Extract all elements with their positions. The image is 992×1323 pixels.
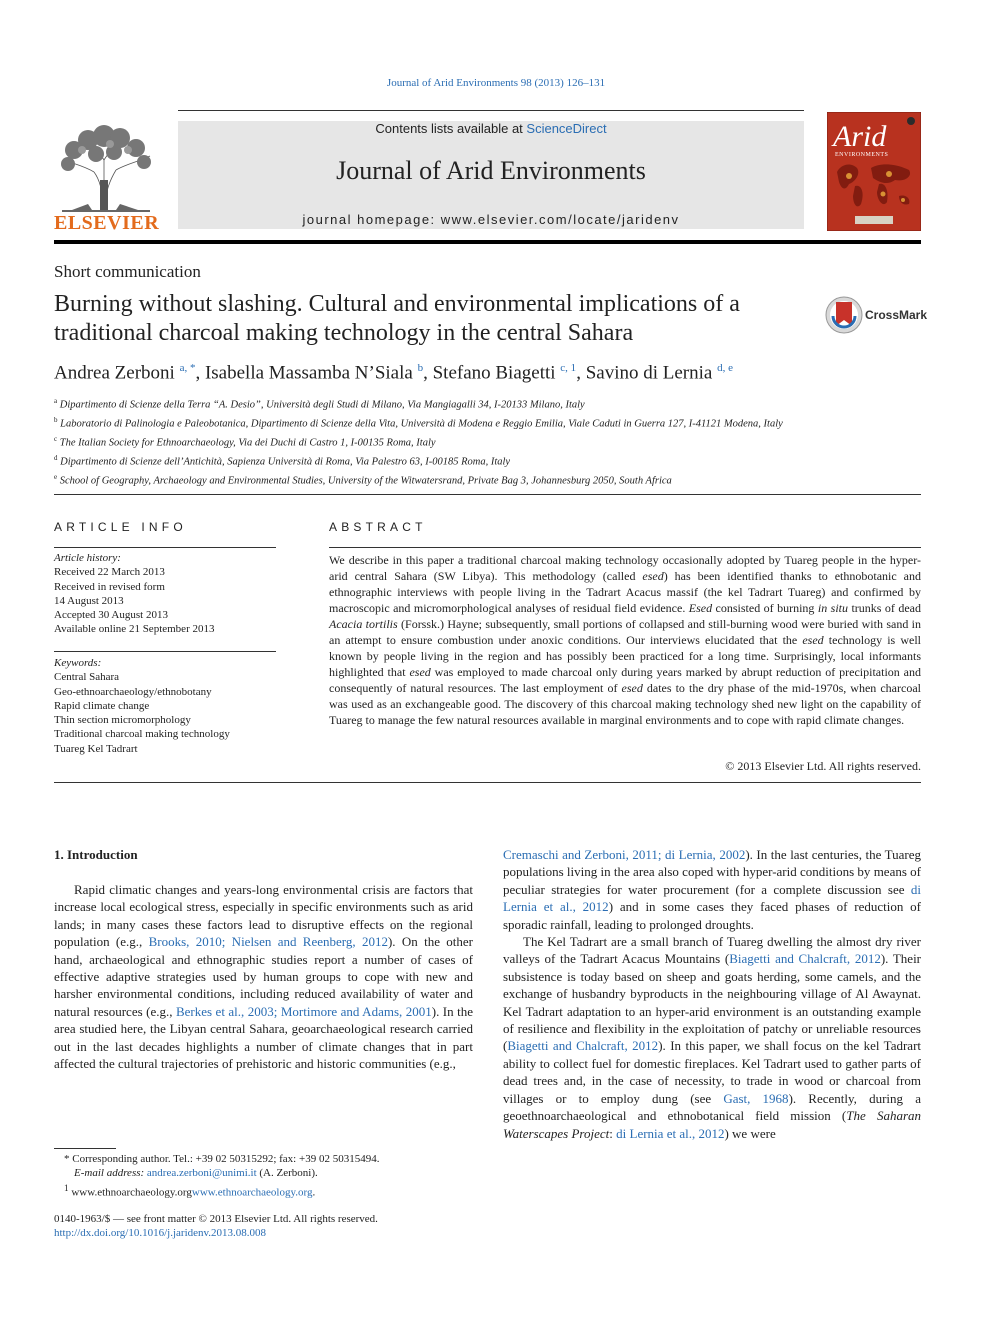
website-link[interactable]: www.ethnoarchaeology.org (191, 1186, 313, 1199)
affiliation-list (54, 394, 814, 489)
author-separator: , (195, 362, 205, 384)
citation-link[interactable]: Cremaschi and Zerboni, 2011; di Lernia, 2002 (503, 847, 746, 862)
abstract-segment: dates to the dry phase of the mid-1970s, when charcoal was used as an exchangeable good. The discovery of this charcoal making technology shed new light on the capability of Tuareg to manage the few natural resources available in marginal environments and to cope with rapid climate changes. (329, 681, 921, 727)
crossmark-icon (825, 296, 863, 334)
sciencedirect-link[interactable]: ScienceDirect (526, 121, 607, 136)
abstract-term: esed (642, 569, 664, 583)
text-segment: The Kel Tadrart are a small branch of Tuareg dwelling the almost dry river valleys of the Tadrart Acacus Mountains ( (503, 934, 921, 967)
abstract-segment: was employed to made charcoal only during years marked by abrupt reduction of precipitation and consequently of natural resources. The last employment of (329, 665, 922, 695)
abstract-rule (329, 547, 921, 548)
footnote-mark: * (64, 1153, 70, 1165)
abstract-heading: ABSTRACT (329, 520, 427, 534)
body-paragraph (503, 846, 921, 933)
article-type: Short communication (54, 262, 201, 281)
affiliation-text: The Italian Society for Ethnoarchaeology, Via dei Duchi di Castro 1, I-00135 Roma, Italy (59, 437, 436, 449)
affiliation-text: Dipartimento di Scienze della Terra “A. Desio”, Università degli Studi di Milano, Via Mangiagalli 34, I-20133 Milano, Italy (59, 399, 585, 411)
citation-link[interactable]: Berkes et al., 2003; Mortimore and Adams, 2001 (175, 1003, 432, 1019)
text-segment: Rapid climatic changes and years-long environmental crisis are factors that increase local ecological stress, especially in specific environments such as arid lands; in many cases these factors lead to disruptive effects on the regional population (e.g., (54, 882, 473, 950)
introduction-heading: 1. Introduction (54, 847, 138, 862)
body-paragraph (503, 933, 921, 1142)
footnote-mark: 1 (64, 1182, 69, 1193)
affiliation-item (54, 413, 814, 432)
author-name[interactable]: Stefano Biagetti (432, 362, 556, 384)
footnote-website (54, 1181, 473, 1200)
journal-reference[interactable]: Journal of Arid Environments 98 (2013) 126–131 (386, 77, 606, 89)
article-info-heading: ARTICLE INFO (54, 520, 187, 534)
elsevier-logo[interactable] (54, 120, 158, 232)
affiliation-item (54, 394, 814, 413)
keyword-item: Thin section micromorphology (54, 714, 191, 727)
body-divider (54, 782, 921, 783)
history-label: Article history: (54, 552, 121, 564)
history-item: Received in revised form (54, 580, 165, 593)
text-segment: ) and in some cases they faced phases of reduction of sporadic rainfall, leading to prolonged droughts. (503, 899, 922, 932)
affiliation-item (54, 470, 814, 489)
abstract-term: in situ (817, 601, 849, 615)
abstract-term: Esed (688, 601, 713, 615)
section-divider (54, 494, 921, 495)
history-item: Received 22 March 2013 (54, 566, 165, 579)
citation-link[interactable]: Biagetti and Chalcraft, 2012 (729, 951, 881, 967)
homepage-prefix: journal homepage: (302, 212, 441, 227)
abstract-segment: (Forssk.) Hayne; subsequently, small portions of collapsed and still-burning wood were buried with sand in an attempt to ensure combustion under anoxic conditions. Our interviews elucidated that the (329, 617, 921, 647)
keyword-item: Geo-ethnoarchaeology/ethnobotany (54, 685, 212, 698)
abstract-term: esed (621, 681, 643, 695)
text-segment: ). In the last centuries, the Tuareg populations living in the area also coped with hyper-arid conditions by means of peculiar strategies for water procurement (for a complete discussion see (503, 847, 921, 897)
website-suffix: . (312, 1186, 316, 1199)
article-info-rule (54, 547, 276, 548)
affiliation-text: School of Geography, Archaeology and Environmental Studies, University of the Witwatersrand, Private Bag 3, Johannesburg 2050, South Africa (59, 475, 672, 487)
doi-link[interactable]: http://dx.doi.org/10.1016/j.jaridenv.2013.08.008 (54, 1227, 267, 1239)
email-suffix: (A. Zerboni). (256, 1167, 318, 1180)
affiliation-mark: c (54, 434, 58, 443)
affiliation-item (54, 451, 814, 470)
email-link[interactable]: andrea.zerboni@unimi.it (146, 1167, 257, 1180)
author-marks[interactable]: d, e (717, 362, 733, 374)
abstract-term: Acacia tortilis (329, 617, 398, 631)
text-segment: ). On the other hand, archaeological and ethnographic studies report a number of cases of effective adaptive strategies used by human groups to cope with new and harsher environmental conditions, including reduced availability of water and natural resources (e.g., (54, 934, 473, 1019)
text-segment: ). Recently, during a geoethnoarchaeological and ethnobotanical field mission ( (503, 1090, 921, 1124)
body-column-left (54, 881, 473, 1072)
footnotes (54, 1152, 473, 1200)
author-name[interactable]: Savino di Lernia (585, 362, 713, 384)
keywords (54, 656, 276, 756)
footnote-rule (54, 1148, 116, 1149)
journal-name: Journal of Arid Environments (336, 156, 646, 185)
abstract-segment: technology is well known by people living in the region and has possibly been practiced for a long time. Surprisingly, local informants highlighted that (329, 633, 921, 679)
abstract-text (329, 552, 921, 728)
author-separator: , (423, 362, 433, 384)
keywords-rule (54, 651, 276, 652)
body-column-right (503, 846, 921, 1142)
history-item: 14 August 2013 (54, 594, 124, 607)
text-segment: ). In the area studied here, the Libyan central Sahara, geoarchaeological research carried out in the last decades highlights a number of climate changes that in part affected the cultural trajectories of prehistoric and historic communities (e.g., (54, 1003, 473, 1072)
elsevier-wordmark: ELSEVIER (54, 212, 160, 234)
author-separator: , (576, 362, 586, 384)
author-marks[interactable]: c, 1 (560, 362, 577, 374)
text-segment: ). Their subsistence is today based on sheep and goats herding, some camels, and the exchange of husbandry byproducts in the neighbouring village of Al Awaynat. Kel Tadrart adaptation to an hyper-arid environment is an outstanding example of resilience and flexibility in the exploitation of patchy or unreliable resources ( (503, 951, 922, 1054)
abstract-segment: trunks of dead (848, 601, 922, 615)
citation-link[interactable]: Brooks, 2010; Nielsen and Reenberg, 2012 (148, 934, 388, 950)
author-list (54, 362, 914, 384)
author-marks[interactable]: a, * (179, 362, 196, 374)
text-segment: ). In this paper, we shall focus on the kel Tadrart ability to collect fuel for domestic fireplaces. Kel Tadrart used to gather parts of dead trees and, in the case of necessity, to trade in wood or charcoal from villages or to employ dung (see (503, 1038, 922, 1106)
article-title: Burning without slashing. Cultural and environmental implications of a traditional charcoal making technology in the central Sahara (54, 291, 740, 346)
bottom-metadata (54, 1212, 473, 1240)
contents-prefix: Contents lists available at (375, 121, 527, 136)
keywords-label: Keywords: (54, 657, 102, 669)
citation-link[interactable]: Gast, 1968 (723, 1090, 789, 1106)
article-history (54, 551, 276, 637)
affiliation-mark: a (54, 397, 58, 405)
affiliation-mark: e (54, 472, 58, 481)
abstract-copyright: © 2013 Elsevier Ltd. All rights reserved. (725, 759, 921, 773)
history-item: Available online 21 September 2013 (54, 623, 215, 636)
citation-link[interactable]: di Lernia et al., 2012 (503, 881, 921, 915)
header-thick-rule (54, 240, 921, 244)
keyword-item: Tuareg Kel Tadrart (54, 742, 138, 755)
affiliation-mark: b (54, 415, 58, 424)
abstract-segment: We describe in this paper a traditional charcoal making technology occasionally adopted by Tuareg people in the hyper-arid central Sahara (SW Libya). This methodology (called (329, 553, 921, 583)
affiliation-text: Laboratorio di Palinologia e Paleobotanica, Dipartimento di Scienze della Vita, Università di Modena e Reggio Emilia, Viale Caduti in Guerra 127, I-41121 Modena, Italy (60, 418, 783, 430)
project-name: The Saharan Waterscapes Project (503, 1108, 922, 1141)
body-paragraph (54, 881, 473, 1072)
keyword-item: Rapid climate change (54, 699, 150, 712)
citation-link[interactable]: di Lernia et al., 2012 (616, 1125, 725, 1141)
abstract-segment: ) has been identified thanks to ethnobotanic and ethnographic interviews with people living in the Tadrart Acacus massif (the kel Tadrart Tuareg) and confirmed by macroscopic and micromorphological analyses of residual field evidence. (329, 569, 921, 615)
cover-title: Arid (833, 120, 887, 153)
website-text: www.ethnoarchaeology.org (71, 1186, 192, 1199)
footnote-text: Corresponding author. Tel.: +39 02 50315292; fax: +39 02 50315494. (72, 1153, 380, 1165)
keyword-item: Central Sahara (54, 671, 120, 684)
homepage-url[interactable]: www.elsevier.com/locate/jaridenv (440, 212, 680, 227)
abstract-term: esed (802, 633, 824, 647)
history-item: Accepted 30 August 2013 (54, 609, 168, 622)
crossmark-label: CrossMark (865, 308, 928, 322)
abstract-segment: consisted of burning (712, 601, 818, 615)
journal-homepage (178, 212, 804, 227)
affiliation-text: Dipartimento di Scienze dell’Antichità, Sapienza Università di Roma, Via Palestro 63, I-00185 Roma, Italy (60, 456, 511, 468)
affiliation-item (54, 432, 814, 451)
keyword-item: Traditional charcoal making technology (54, 728, 230, 741)
text-segment: : (609, 1125, 617, 1141)
abstract-term: esed (409, 665, 431, 679)
cover-subtitle: ENVIRONMENTS (835, 152, 889, 158)
journal-cover[interactable] (827, 112, 921, 231)
email-label: E-mail address: (74, 1167, 147, 1180)
footnote-corresponding (54, 1152, 473, 1166)
footnote-email (54, 1166, 473, 1180)
crossmark-button[interactable] (825, 296, 928, 336)
author-marks[interactable]: b (417, 362, 424, 374)
issn-line: 0140-1963/$ — see front matter © 2013 Elsevier Ltd. All rights reserved. (54, 1213, 378, 1225)
author-name[interactable]: Andrea Zerboni (54, 362, 175, 384)
contents-line (178, 121, 804, 136)
author-name[interactable]: Isabella Massamba N’Siala (204, 362, 413, 384)
citation-link[interactable]: Biagetti and Chalcraft, 2012 (507, 1038, 659, 1054)
affiliation-mark: d (54, 453, 58, 462)
text-segment: ) we were (724, 1125, 776, 1141)
header-top-rule (178, 110, 804, 111)
